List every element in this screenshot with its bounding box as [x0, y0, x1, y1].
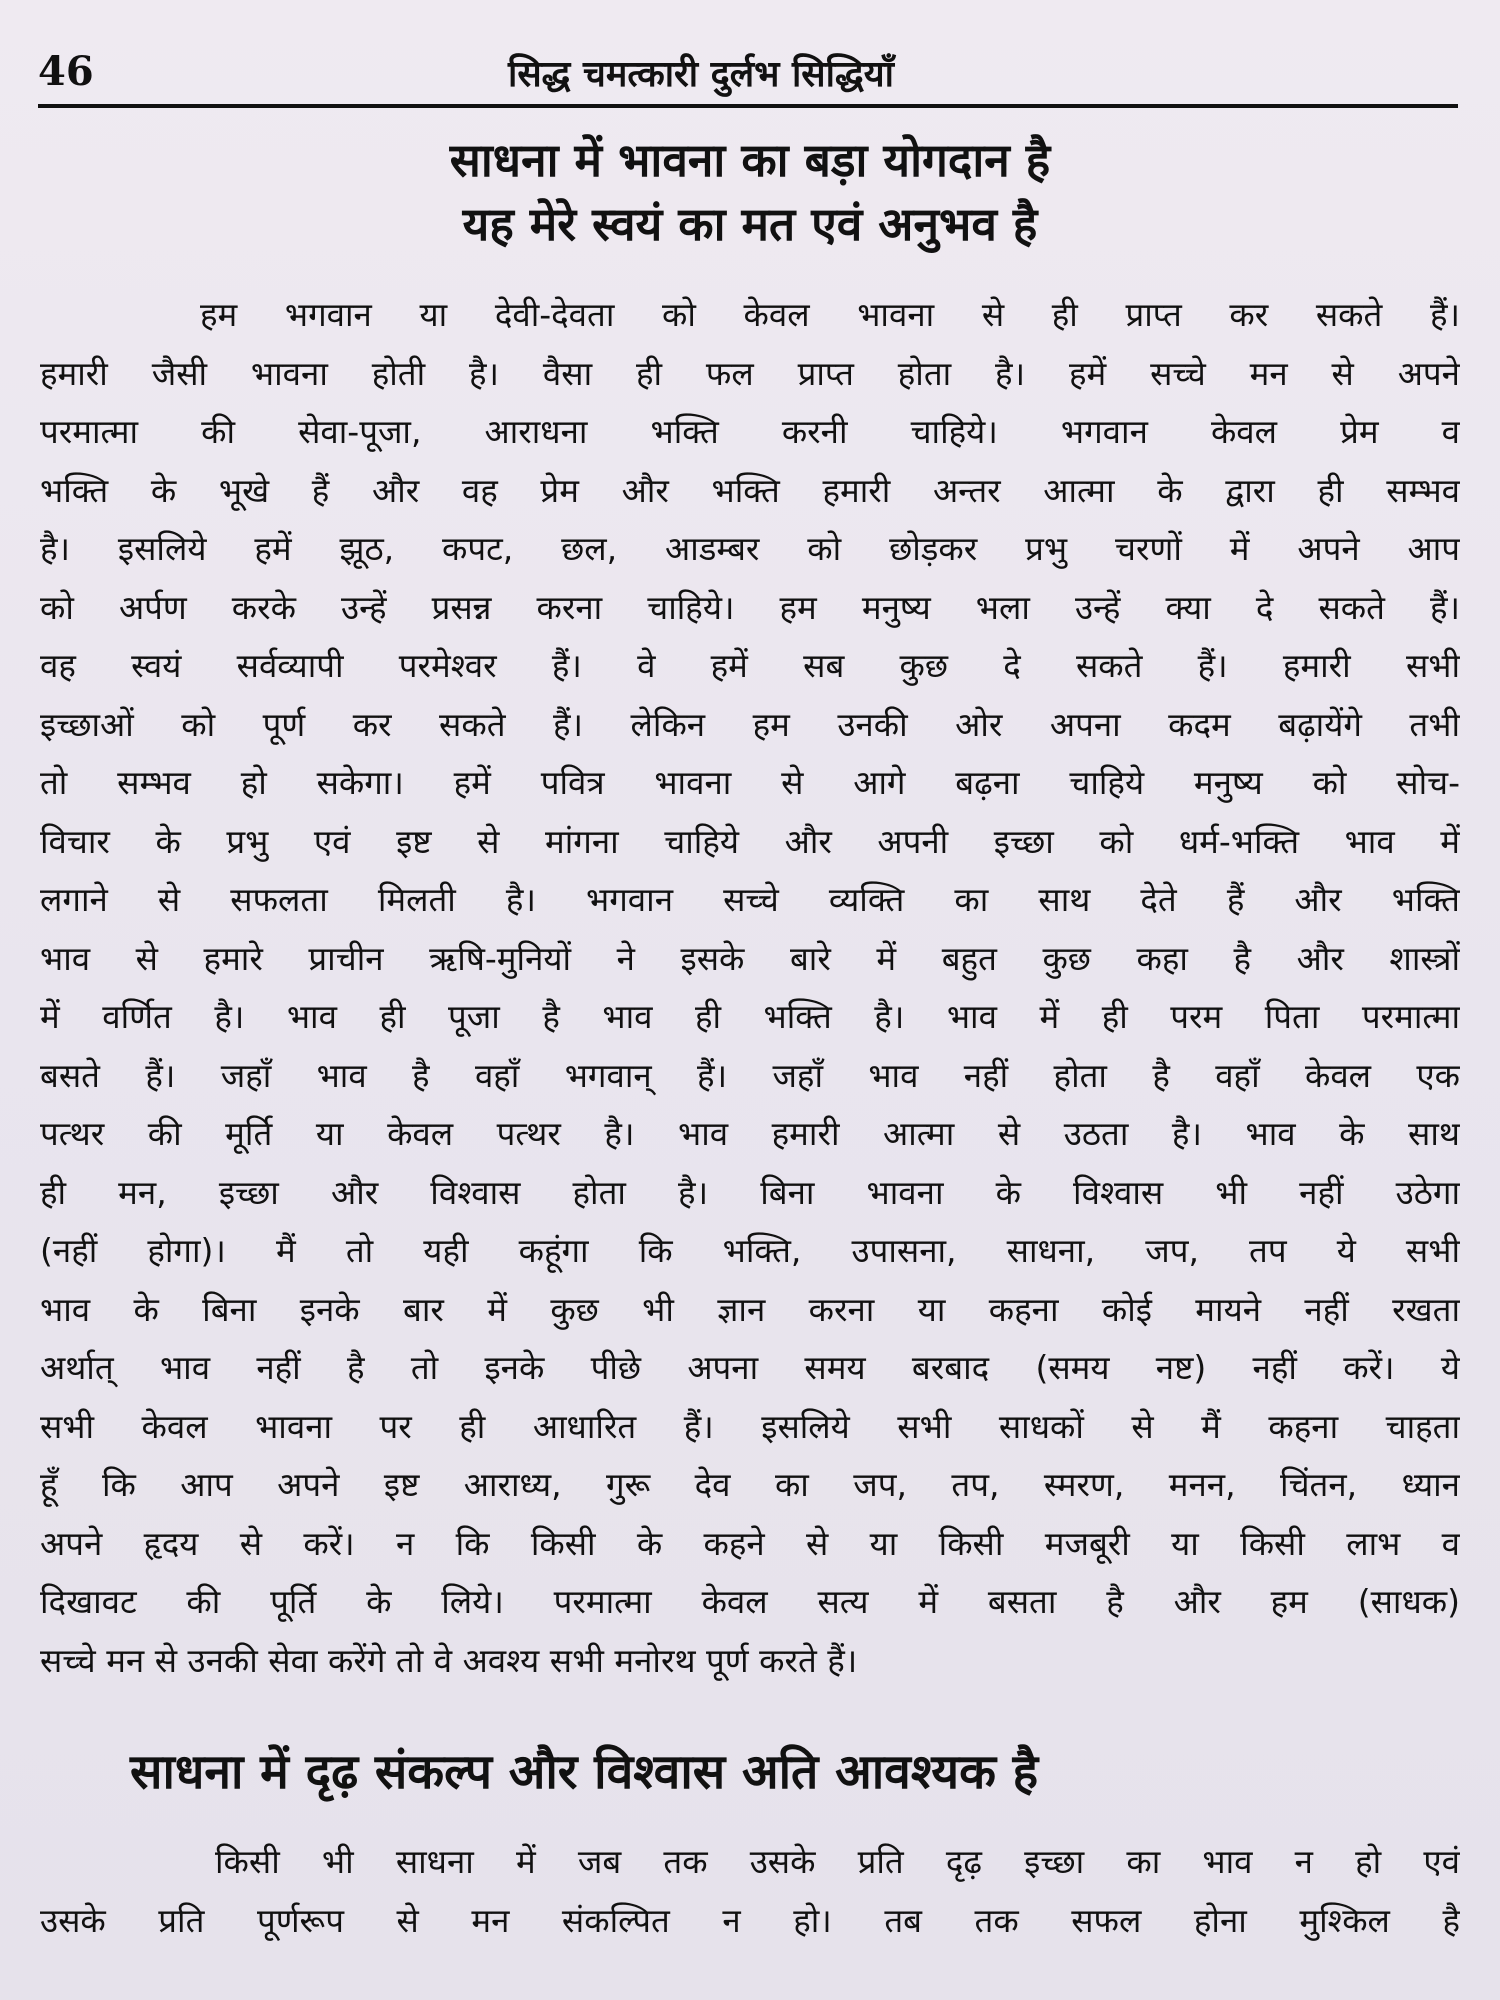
- running-title: सिद्ध चमत्कारी दुर्लभ सिद्धियाँ: [508, 54, 894, 95]
- page-number: 46: [38, 48, 94, 95]
- text-line: उसके प्रति पूर्णरूप से मन संकल्पित न हो। तब तक सफल होना मुश्किल है: [40, 1900, 1460, 1940]
- text-line: परमात्मा की सेवा-पूजा, आराधना भक्ति करनी चाहिये। भगवान केवल प्रेम व: [40, 412, 1460, 451]
- text-line: बसते हैं। जहाँ भाव है वहाँ भगवान् हैं। जहाँ भाव नहीं होता है वहाँ केवल एक: [40, 1055, 1460, 1095]
- page-header: [38, 40, 1458, 108]
- body-paragraph: [40, 286, 1460, 1690]
- text-line: वह स्वयं सर्वव्यापी परमेश्वर हैं। वे हमें सब कुछ दे सकते हैं। हमारी सभी: [40, 646, 1460, 685]
- text-line: है। इसलिये हमें झूठ, कपट, छल, आडम्बर को छोड़कर प्रभु चरणों में अपने आप: [40, 529, 1460, 568]
- text-line: पत्थर की मूर्ति या केवल पत्थर है। भाव हमारी आत्मा से उठता है। भाव के साथ: [40, 1114, 1460, 1153]
- text-line: हमारी जैसी भावना होती है। वैसा ही फल प्राप्त होता है। हमें सच्चे मन से अपने: [40, 353, 1460, 393]
- text-line: भाव के बिना इनके बार में कुछ भी ज्ञान करना या कहना कोई मायने नहीं रखता: [40, 1289, 1460, 1329]
- text-line: भाव से हमारे प्राचीन ऋषि-मुनियों ने इसके बारे में बहुत कुछ कहा है और शास्त्रों: [40, 938, 1460, 978]
- text-line: अर्थात् भाव नहीं है तो इनके पीछे अपना समय बरबाद (समय नष्ट) नहीं करें। ये: [40, 1348, 1460, 1387]
- section-heading-line-1: साधना में भावना का बड़ा योगदान है: [449, 133, 1051, 187]
- section-heading-line-2: यह मेरे स्वयं का मत एवं अनुभव है: [462, 197, 1038, 251]
- text-line: दिखावट की पूर्ति के लिये। परमात्मा केवल सत्य में बसता है और हम (साधक): [40, 1582, 1460, 1621]
- text-line: हम भगवान या देवी-देवता को केवल भावना से ही प्राप्त कर सकते हैं।: [200, 295, 1460, 334]
- text-line: इच्छाओं को पूर्ण कर सकते हैं। लेकिन हम उनकी ओर अपना कदम बढ़ायेंगे तभी: [40, 704, 1460, 744]
- text-line: तो सम्भव हो सकेगा। हमें पवित्र भावना से आगे बढ़ना चाहिये मनुष्य को सोच-: [40, 763, 1460, 802]
- text-line: लगाने से सफलता मिलती है। भगवान सच्चे व्यक्ति का साथ देते हैं और भक्ति: [40, 880, 1460, 919]
- text-line: ही मन, इच्छा और विश्वास होता है। बिना भावना के विश्वास भी नहीं उठेगा: [40, 1172, 1460, 1212]
- section-heading-2: साधना में दृढ़ संकल्प और विश्वास अति आवश्यक है: [130, 1744, 1039, 1800]
- text-line: (नहीं होगा)। मैं तो यही कहूंगा कि भक्ति, उपासना, साधना, जप, तप ये सभी: [40, 1231, 1460, 1270]
- section-heading: [40, 128, 1460, 256]
- text-line: अपने हृदय से करें। न कि किसी के कहने से या किसी मजबूरी या किसी लाभ व: [40, 1523, 1460, 1563]
- text-line: सच्चे मन से उनकी सेवा करेंगे तो वे अवश्य सभी मनोरथ पूर्ण करते हैं।: [40, 1640, 858, 1680]
- text-line: भक्ति के भूखे हैं और वह प्रेम और भक्ति हमारी अन्तर आत्मा के द्वारा ही सम्भव: [40, 470, 1460, 510]
- text-line: को अर्पण करके उन्हें प्रसन्न करना चाहिये। हम मनुष्य भला उन्हें क्या दे सकते हैं।: [40, 587, 1460, 627]
- body-paragraph-2: [40, 1833, 1460, 1950]
- text-line: हूँ कि आप अपने इष्ट आराध्य, गुरू देव का जप, तप, स्मरण, मनन, चिंतन, ध्यान: [40, 1465, 1460, 1504]
- text-line: किसी भी साधना में जब तक उसके प्रति दृढ़ इच्छा का भाव न हो एवं: [215, 1842, 1460, 1881]
- text-line: विचार के प्रभु एवं इष्ट से मांगना चाहिये और अपनी इच्छा को धर्म-भक्ति भाव में: [40, 821, 1460, 861]
- text-line: में वर्णित है। भाव ही पूजा है भाव ही भक्ति है। भाव में ही परम पिता परमात्मा: [40, 997, 1460, 1036]
- text-line: सभी केवल भावना पर ही आधारित हैं। इसलिये सभी साधकों से मैं कहना चाहता: [40, 1406, 1460, 1446]
